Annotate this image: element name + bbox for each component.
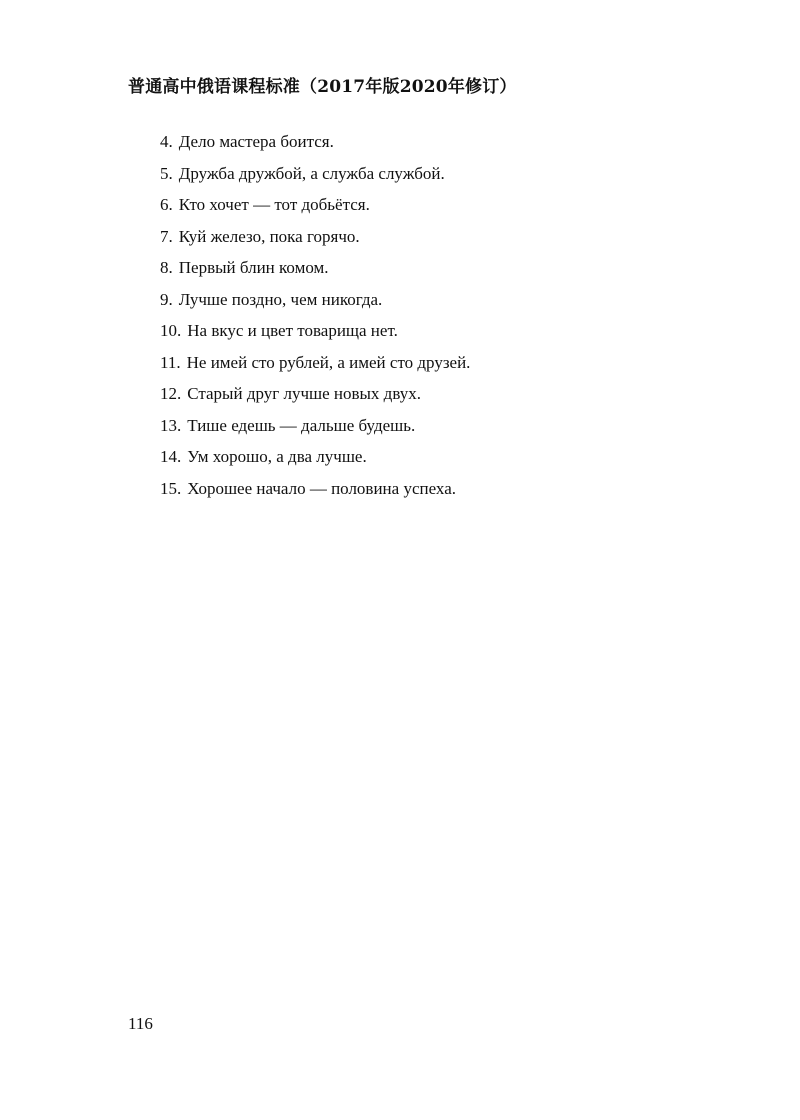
item-text: Тише едешь — дальше будешь. xyxy=(187,415,416,435)
item-text: Первый блин комом. xyxy=(178,258,329,277)
list-item xyxy=(160,126,470,158)
list-item xyxy=(160,158,470,190)
list-item xyxy=(160,284,470,316)
item-text: Лучше поздно, чем никогда. xyxy=(178,289,383,309)
item-number: 14. xyxy=(160,447,182,466)
item-text: Куй железо, пока горячо. xyxy=(178,226,360,246)
list-item xyxy=(160,221,470,253)
item-text: На вкус и цвет товарища нет. xyxy=(187,321,398,340)
list-item xyxy=(160,252,470,284)
item-number: 9. xyxy=(160,289,173,309)
item-text: Дело мастера боится. xyxy=(178,132,334,151)
list-item xyxy=(160,189,470,221)
list-item xyxy=(160,410,470,442)
item-number: 5. xyxy=(160,163,173,183)
item-text: Старый друг лучше новых двух. xyxy=(187,384,422,403)
list-item xyxy=(160,441,470,473)
item-text: Хорошее начало — половина успеха. xyxy=(187,478,456,498)
item-number: 13. xyxy=(160,415,182,435)
item-text: Дружба дружбой, а служба службой. xyxy=(178,163,445,183)
proverb-list xyxy=(160,126,470,504)
item-number: 7. xyxy=(160,226,173,246)
item-text: Не имей сто рублей, а имей сто друзей. xyxy=(186,352,471,372)
running-header-title: 普通高中俄语课程标准（2017年版2020年修订） xyxy=(128,77,517,97)
item-number: 6. xyxy=(160,195,173,214)
item-number: 8. xyxy=(160,258,173,277)
page-number: 116 xyxy=(128,1014,153,1033)
list-item xyxy=(160,378,470,410)
item-number: 4. xyxy=(160,132,173,151)
item-number: 15. xyxy=(160,478,182,498)
list-item xyxy=(160,473,470,505)
item-text: Кто хочет — тот добьётся. xyxy=(178,195,370,214)
item-number: 11. xyxy=(160,352,181,372)
item-number: 12. xyxy=(160,384,182,403)
list-item xyxy=(160,347,470,379)
item-text: Ум хорошо, а два лучше. xyxy=(187,447,367,466)
item-number: 10. xyxy=(160,321,182,340)
list-item xyxy=(160,315,470,347)
